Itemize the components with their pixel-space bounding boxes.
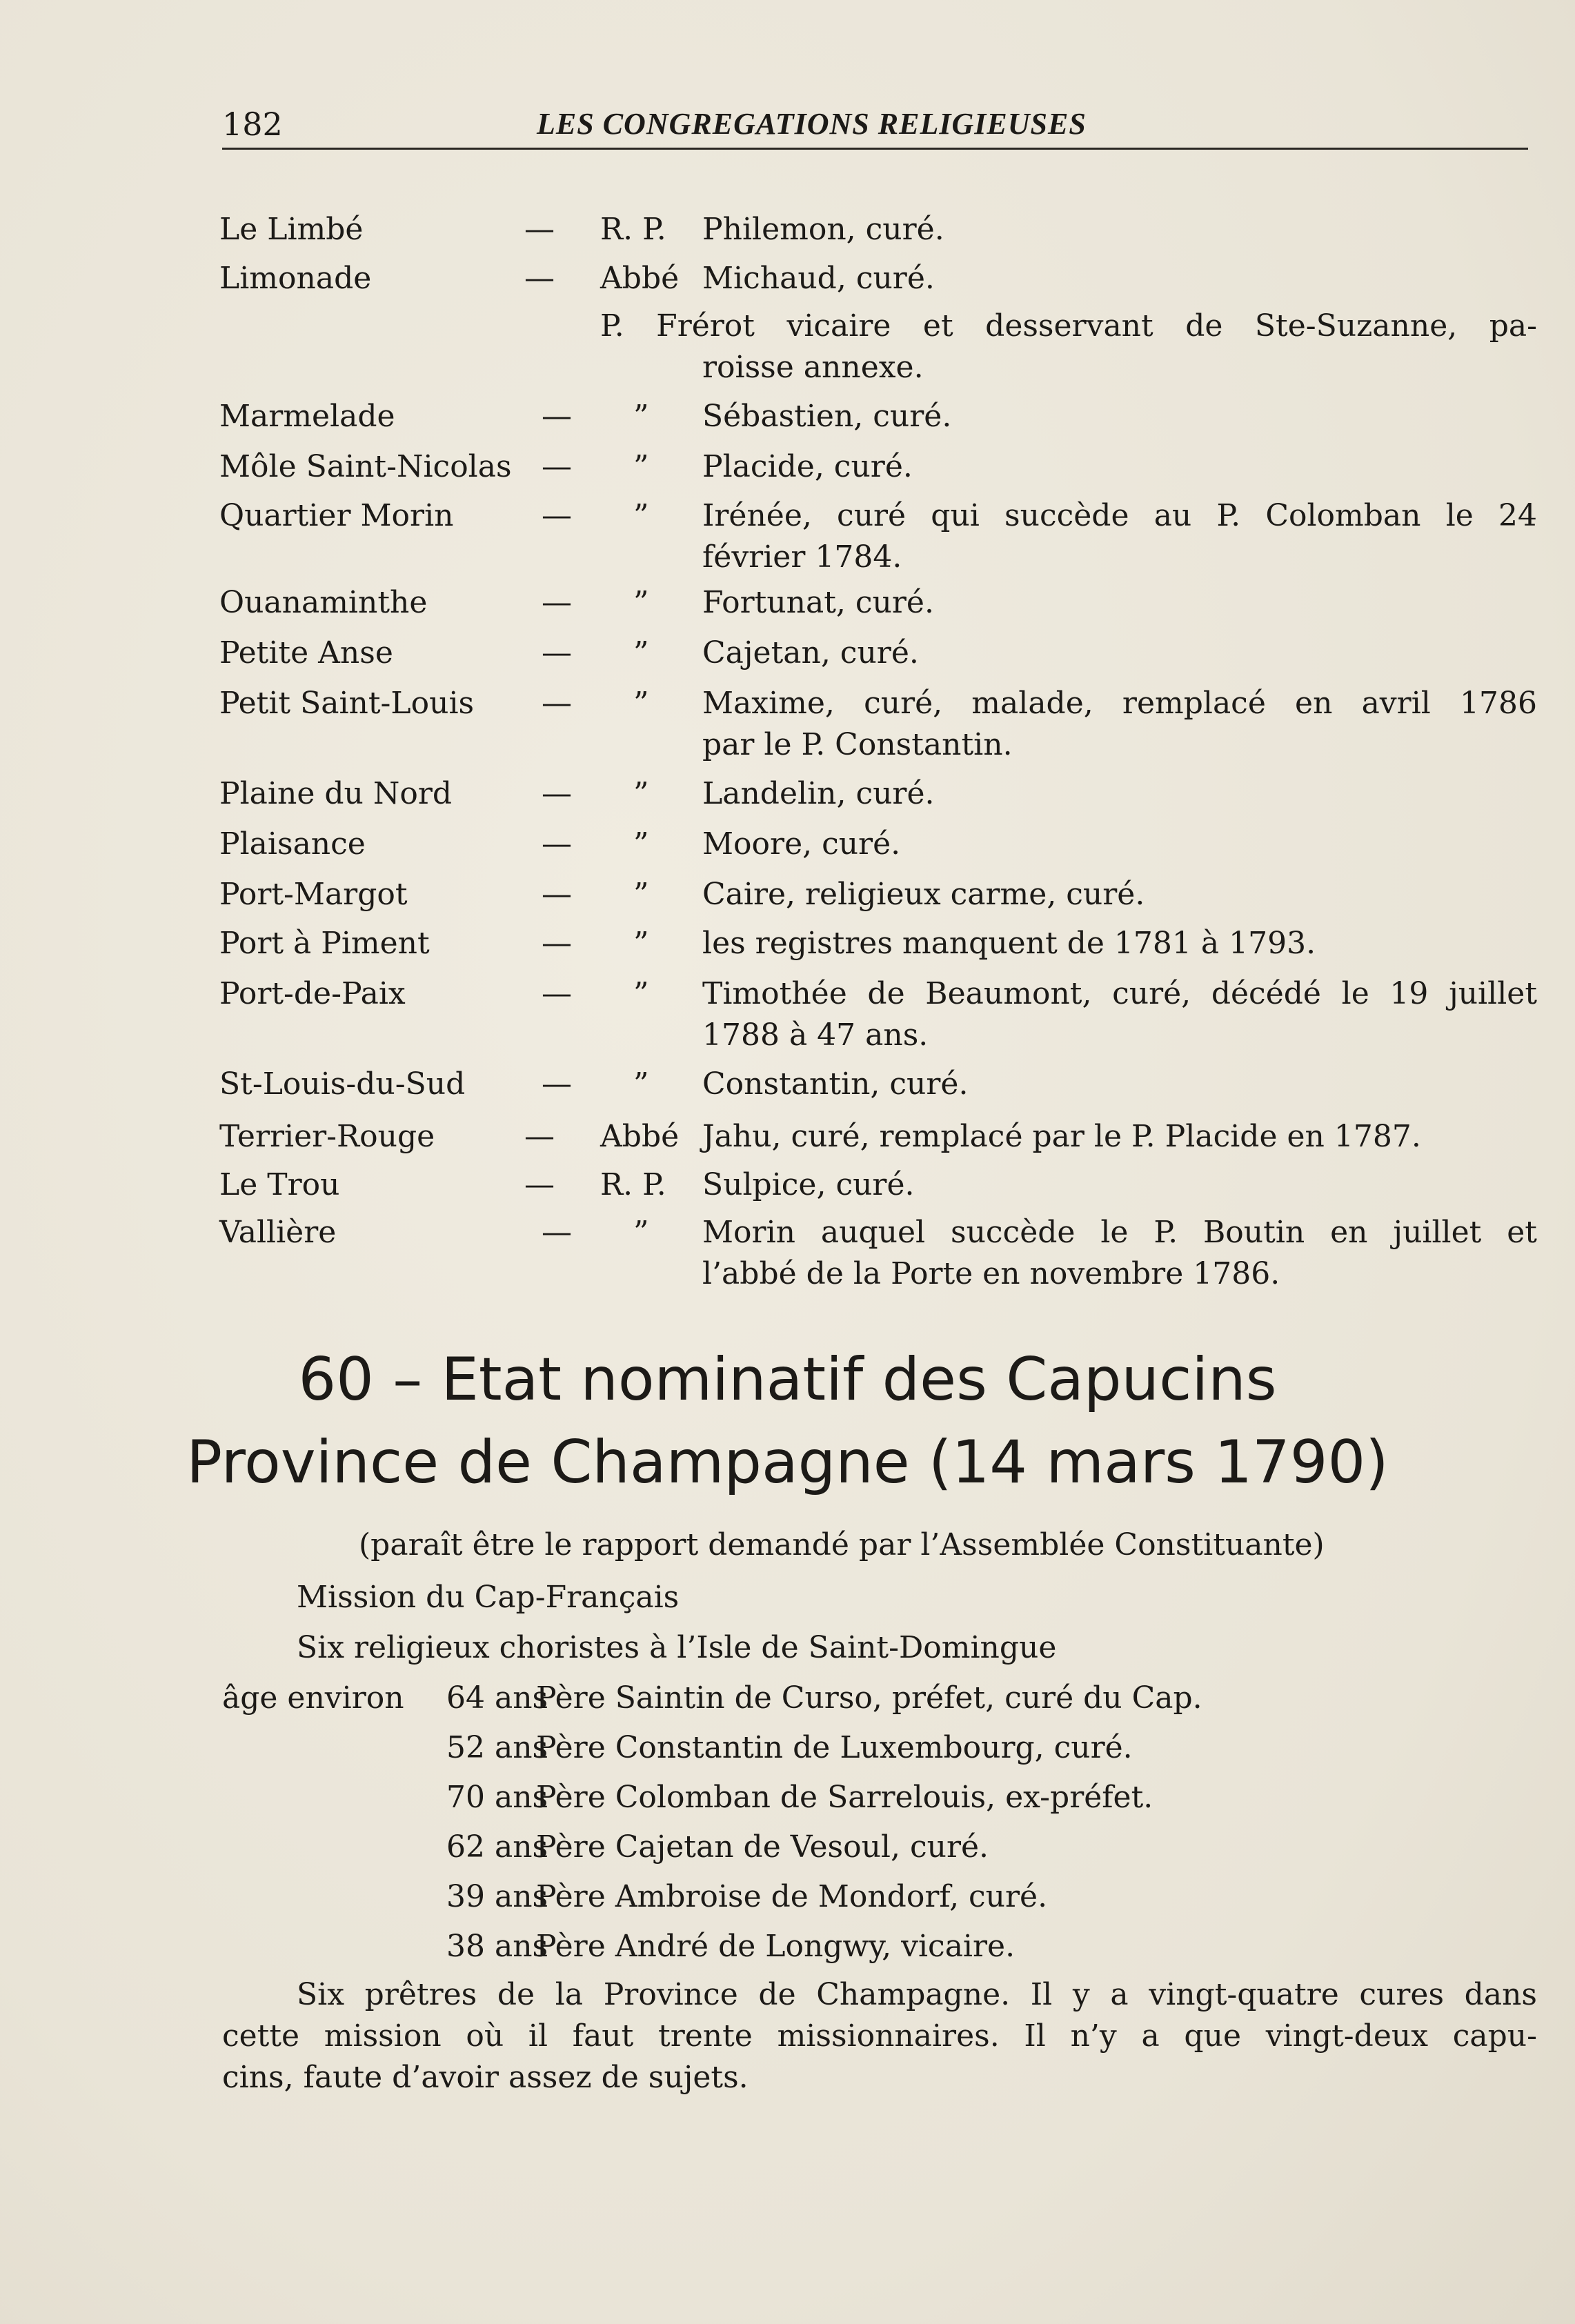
entry-prefix: ”: [633, 498, 649, 533]
entry-place: Port-Margot: [219, 877, 408, 912]
entry-description-line: Michaud, curé.: [702, 261, 935, 296]
entry-dash: —: [542, 686, 572, 721]
member-name: Père André de Longwy, vicaire.: [536, 1929, 1016, 1964]
age-prefix: âge environ: [222, 1680, 404, 1716]
entry-description-line: Caire, religieux carme, curé.: [702, 877, 1145, 912]
entry-dash: —: [542, 585, 572, 620]
entry-prefix: Abbé: [600, 1119, 680, 1154]
entry-place: Petite Anse: [219, 635, 393, 671]
entry-description-line: Timothée de Beaumont, curé, décédé le 19 juillet: [702, 976, 1537, 1011]
entry-description-line: Landelin, curé.: [702, 776, 935, 811]
entry-place: St-Louis-du-Sud: [219, 1066, 466, 1102]
header-rule: [222, 148, 1528, 150]
closing-line: Six prêtres de la Province de Champagne. Il y a vingt-quatre cures dans: [297, 1977, 1537, 2012]
entry-prefix: ”: [633, 686, 649, 721]
member-name: Père Cajetan de Vesoul, curé.: [536, 1829, 989, 1865]
closing-line: cette mission où il faut trente missionnaires. Il n’y a que vingt-deux capu-: [222, 2018, 1537, 2054]
entry-prefix: ”: [633, 776, 649, 811]
entry-prefix: ”: [633, 1066, 649, 1102]
entry-description-line: Irénée, curé qui succède au P. Colomban le 24: [702, 498, 1537, 533]
entry-dash: —: [542, 926, 572, 961]
entry-description-line: l’abbé de la Porte en novembre 1786.: [702, 1256, 1280, 1291]
section-title-line1: 60 – Etat nominatif des Capucins: [298, 1345, 1277, 1414]
page-number: 182: [222, 106, 283, 143]
entry-dash: —: [542, 826, 572, 862]
entry-place: Plaisance: [219, 826, 366, 862]
entry-prefix: ”: [633, 877, 649, 912]
member-name: Père Colomban de Sarrelouis, ex-préfet.: [536, 1780, 1153, 1815]
member-name: Père Ambroise de Mondorf, curé.: [536, 1879, 1048, 1914]
entry-dash: —: [524, 1167, 555, 1202]
mission-heading: Mission du Cap-Français: [297, 1580, 680, 1615]
member-age: 62 ans: [446, 1829, 548, 1865]
entry-description-line: Philemon, curé.: [702, 212, 944, 247]
entry-place: Port à Piment: [219, 926, 430, 961]
entry-prefix: ”: [633, 926, 649, 961]
member-name: Père Constantin de Luxembourg, curé.: [536, 1730, 1133, 1765]
entry-prefix: ”: [633, 976, 649, 1011]
entry-place: Petit Saint-Louis: [219, 686, 475, 721]
entry-description-line: Cajetan, curé.: [702, 635, 919, 671]
entry-prefix: ”: [633, 399, 649, 434]
entry-prefix: ”: [633, 826, 649, 862]
entry-description-line: par le P. Constantin.: [702, 727, 1013, 762]
entry-description-line: Morin auquel succède le P. Boutin en juillet et: [702, 1215, 1537, 1250]
entry-dash: —: [542, 877, 572, 912]
entry-prefix: ”: [633, 449, 649, 484]
entry-dash: —: [542, 498, 572, 533]
entry-place: Ouanaminthe: [219, 585, 428, 620]
entry-description-line: Fortunat, curé.: [702, 585, 934, 620]
entry-place: Marmelade: [219, 399, 395, 434]
entry-place: Limonade: [219, 261, 372, 296]
intro-line: Six religieux choristes à l’Isle de Saint-Domingue: [297, 1630, 1057, 1665]
member-age: 38 ans: [446, 1929, 548, 1964]
entry-place: Vallière: [219, 1215, 337, 1250]
entry-dash: —: [542, 776, 572, 811]
member-name: Père Saintin de Curso, préfet, curé du Cap.: [536, 1680, 1202, 1716]
entry-place: Quartier Morin: [219, 498, 454, 533]
entry-dash: —: [542, 399, 572, 434]
entry-dash: —: [542, 1215, 572, 1250]
member-age: 52 ans: [446, 1730, 548, 1765]
entry-place: Port-de-Paix: [219, 976, 406, 1011]
entry-description-line: P. Frérot vicaire et desservant de Ste-Suzanne, pa-: [600, 308, 1537, 344]
member-age: 64 ans: [446, 1680, 548, 1716]
entry-prefix: ”: [633, 635, 649, 671]
entry-place: Terrier-Rouge: [219, 1119, 435, 1154]
entry-description-line: Maxime, curé, malade, remplacé en avril 1786: [702, 686, 1537, 721]
entry-description-line: 1788 à 47 ans.: [702, 1017, 929, 1053]
entry-dash: —: [524, 1119, 555, 1154]
entry-place: Le Trou: [219, 1167, 340, 1202]
member-age: 39 ans: [446, 1879, 548, 1914]
entry-description-line: roisse annexe.: [702, 350, 924, 385]
entry-place: Plaine du Nord: [219, 776, 453, 811]
entry-prefix: ”: [633, 1215, 649, 1250]
member-age: 70 ans: [446, 1780, 548, 1815]
entry-description-line: Placide, curé.: [702, 449, 913, 484]
entry-description-line: Jahu, curé, remplacé par le P. Placide en 1787.: [702, 1119, 1421, 1154]
running-title: LES CONGREGATIONS RELIGIEUSES: [537, 107, 1087, 141]
entry-description-line: les registres manquent de 1781 à 1793.: [702, 926, 1316, 961]
entry-description-line: février 1784.: [702, 539, 902, 575]
entry-dash: —: [542, 635, 572, 671]
entry-description-line: Sulpice, curé.: [702, 1167, 915, 1202]
entry-dash: —: [524, 261, 555, 296]
entry-prefix: R. P.: [600, 212, 666, 247]
entry-prefix: ”: [633, 585, 649, 620]
section-subtitle: (paraît être le rapport demandé par l’Assemblée Constituante): [359, 1527, 1325, 1562]
entry-prefix: Abbé: [600, 261, 680, 296]
entry-dash: —: [524, 212, 555, 247]
closing-line: cins, faute d’avoir assez de sujets.: [222, 2060, 749, 2095]
entry-dash: —: [542, 976, 572, 1011]
entry-description-line: Sébastien, curé.: [702, 399, 952, 434]
entry-description-line: Moore, curé.: [702, 826, 901, 862]
entry-place: Le Limbé: [219, 212, 364, 247]
entry-dash: —: [542, 1066, 572, 1102]
entry-description-line: Constantin, curé.: [702, 1066, 969, 1102]
entry-dash: —: [542, 449, 572, 484]
entry-place: Môle Saint-Nicolas: [219, 449, 512, 484]
section-title-line2: Province de Champagne (14 mars 1790): [186, 1428, 1389, 1497]
entry-prefix: R. P.: [600, 1167, 666, 1202]
